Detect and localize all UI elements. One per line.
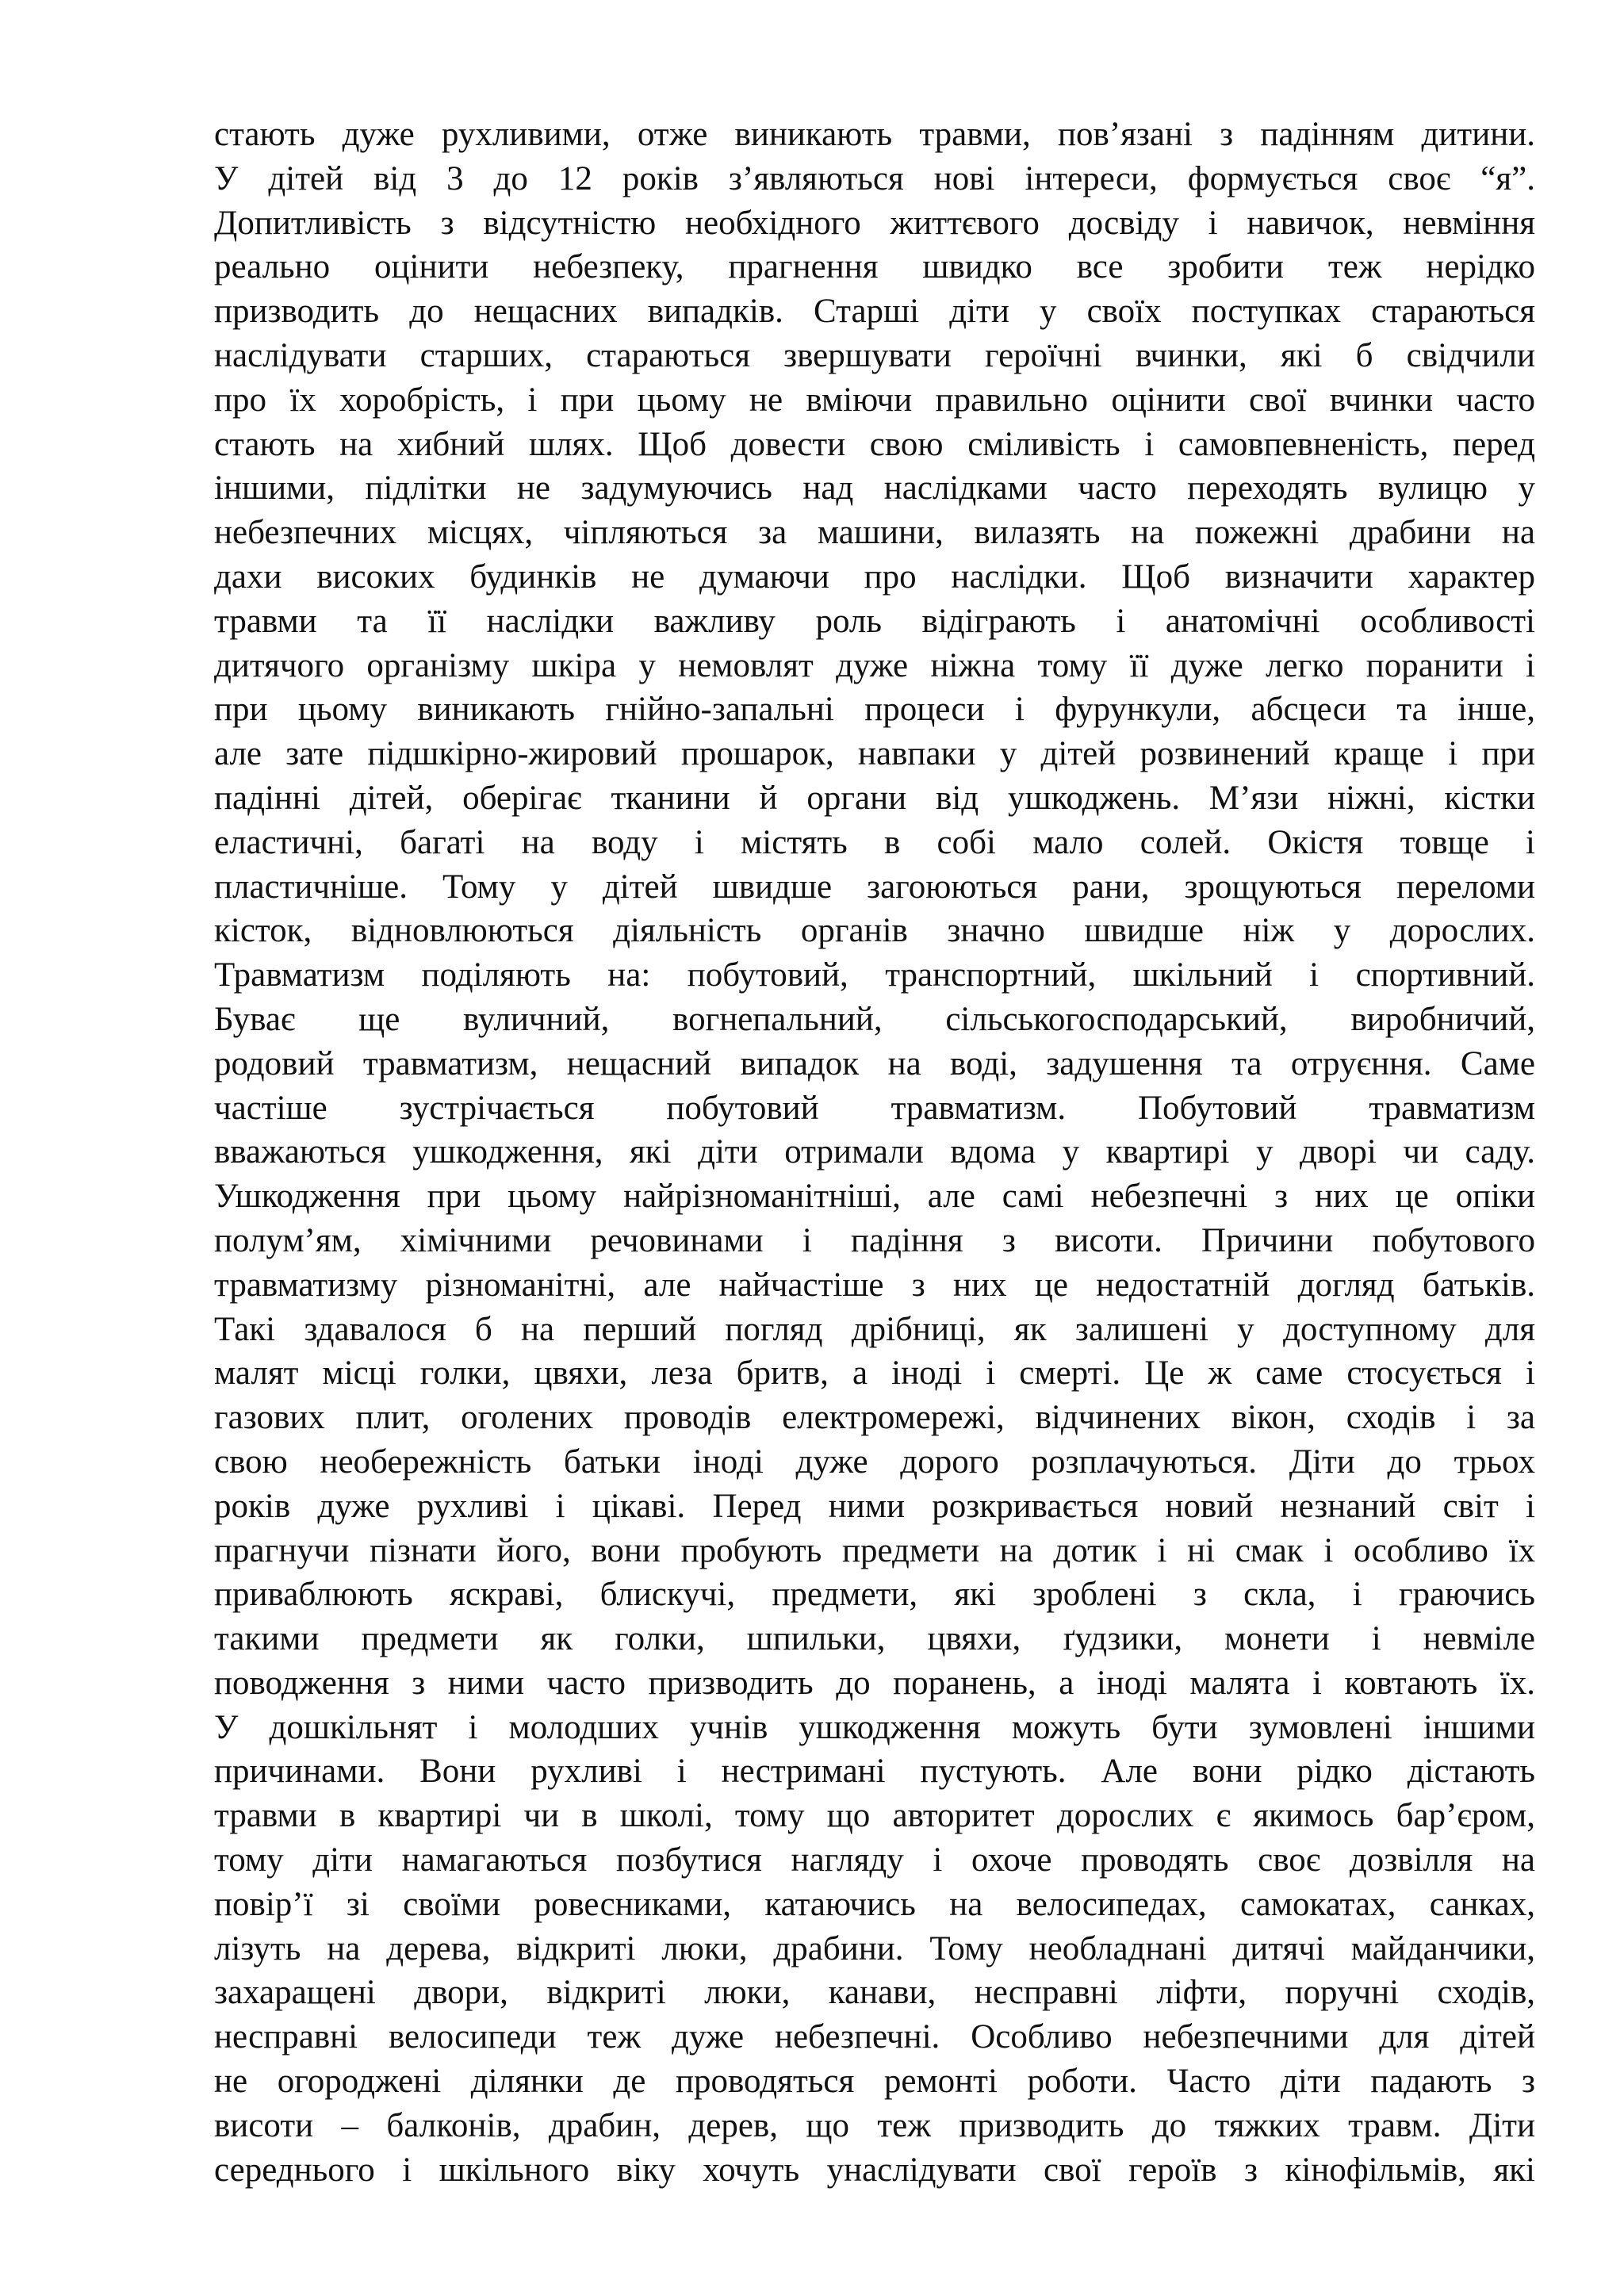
text-line: газових плит, оголених проводів електромережі, відчинених вікон, сходів і за <box>214 1399 1535 1437</box>
text-line: свою необережність батьки іноді дуже дорого розплачуються. Діти до трьох <box>214 1443 1535 1481</box>
text-line: такими предмети як голки, шпильки, цвяхи, ґудзики, монети і невміле <box>214 1620 1535 1658</box>
text-line: причинами. Вони рухливі і нестримані пустують. Але вони рідко дістають <box>214 1753 1535 1791</box>
text-line: повір’ї зі своїми ровесниками, катаючись на велосипедах, самокатах, санках, <box>214 1885 1535 1923</box>
text-line: вважаються ушкодження, які діти отримали вдома у квартирі у дворі чи саду. <box>214 1133 1535 1171</box>
text-line: середнього і шкільного віку хочуть унаслідувати свої героїв з кінофільмів, які <box>214 2151 1535 2189</box>
text-line: Буває ще вуличний, вогнепальний, сільськогосподарський, виробничий, <box>214 1000 1535 1038</box>
text-line: Ушкодження при цьому найрізноманітніші, але самі небезпечні з них це опіки <box>214 1178 1535 1216</box>
text-line: пластичніше. Тому у дітей швидше загоюються рани, зрощуються переломи <box>214 868 1535 906</box>
text-line: травми в квартирі чи в школі, тому що авторитет дорослих є якимось бар’єром, <box>214 1797 1535 1835</box>
text-line: захаращені двори, відкриті люки, канави, несправні ліфти, поручні сходів, <box>214 1974 1535 2012</box>
text-line: але зате підшкірно-жировий прошарок, навпаки у дітей розвинений краще і при <box>214 735 1535 773</box>
text-line: дитячого організму шкіра у немовлят дуже ніжна тому її дуже легко поранити і <box>214 646 1535 684</box>
text-line: травматизму різноманітні, але найчастіше з них це недостатній догляд батьків. <box>214 1266 1535 1304</box>
text-line: прагнучи пізнати його, вони пробують предмети на дотик і ні смак і особливо їх <box>214 1531 1535 1569</box>
text-line: У дошкільнят і молодших учнів ушкодження можуть бути зумовлені іншими <box>214 1708 1535 1746</box>
text-line: при цьому виникають гнійно-запальні процеси і фурункули, абсцеси та інше, <box>214 691 1535 729</box>
text-line: років дуже рухливі і цікаві. Перед ними розкривається новий незнаний світ і <box>214 1487 1535 1525</box>
text-line: тому діти намагаються позбутися нагляду і охоче проводять своє дозвілля на <box>214 1841 1535 1879</box>
text-line: приваблюють яскраві, блискучі, предмети, які зроблені з скла, і граючись <box>214 1576 1535 1614</box>
text-line: про їх хоробрість, і при цьому не вміючи правильно оцінити свої вчинки часто <box>214 381 1535 419</box>
text-line: призводить до нещасних випадків. Старші діти у своїх поступках стараються <box>214 293 1535 331</box>
text-line: небезпечних місцях, чіпляються за машини, вилазять на пожежні драбини на <box>214 514 1535 552</box>
text-line: стають дуже рухливими, отже виникають травми, пов’язані з падінням дитини. <box>214 116 1535 153</box>
text-line: Травматизм поділяють на: побутовий, транспортний, шкільний і спортивний. <box>214 956 1535 994</box>
text-line: малят місці голки, цвяхи, леза бритв, а іноді і смерті. Це ж саме стосується і <box>214 1354 1535 1393</box>
text-line: наслідувати старших, стараються звершувати героїчні вчинки, які б свідчили <box>214 336 1535 374</box>
text-line: реально оцінити небезпеку, прагнення швидко все зробити теж нерідко <box>214 248 1535 286</box>
text-line: дахи високих будинків не думаючи про наслідки. Щоб визначити характер <box>214 557 1535 596</box>
text-line: іншими, підлітки не задумуючись над наслідками часто переходять вулицю у <box>214 469 1535 508</box>
text-line: частіше зустрічається побутовий травматизм. Побутовий травматизм <box>214 1089 1535 1127</box>
text-line: еластичні, багаті на воду і містять в собі мало солей. Окістя товще і <box>214 823 1535 861</box>
text-line: полум’ям, хімічними речовинами і падіння з висоти. Причини побутового <box>214 1221 1535 1259</box>
text-line: У дітей від 3 до 12 років з’являються нові інтереси, формується своє “я”. <box>214 159 1535 197</box>
text-line: травми та її наслідки важливу роль відіграють і анатомічні особливості <box>214 602 1535 640</box>
text-line: родовий травматизм, нещасний випадок на воді, задушення та отруєння. Саме <box>214 1044 1535 1082</box>
body-text <box>214 113 1535 2192</box>
text-line: падінні дітей, оберігає тканини й органи від ушкоджень. М’язи ніжні, кістки <box>214 779 1535 817</box>
text-line: кісток, відновлюються діяльність органів значно швидше ніж у дорослих. <box>214 912 1535 950</box>
text-line: поводження з ними часто призводить до поранень, а іноді малята і ковтають їх. <box>214 1664 1535 1702</box>
text-line: Допитливість з відсутністю необхідного життєвого досвіду і навичок, невміння <box>214 204 1535 242</box>
text-line: висоти – балконів, драбин, дерев, що теж призводить до тяжких травм. Діти <box>214 2106 1535 2144</box>
text-line: лізуть на дерева, відкриті люки, драбини. Тому необладнані дитячі майданчики, <box>214 1929 1535 1967</box>
text-line: не огороджені ділянки де проводяться ремонті роботи. Часто діти падають з <box>214 2063 1535 2101</box>
text-line: стають на хибний шлях. Щоб довести свою сміливість і самовпевненість, перед <box>214 425 1535 463</box>
text-line: Такі здавалося б на перший погляд дрібниці, як залишені у доступному для <box>214 1310 1535 1348</box>
text-line: несправні велосипеди теж дуже небезпечні. Особливо небезпечними для дітей <box>214 2018 1535 2056</box>
